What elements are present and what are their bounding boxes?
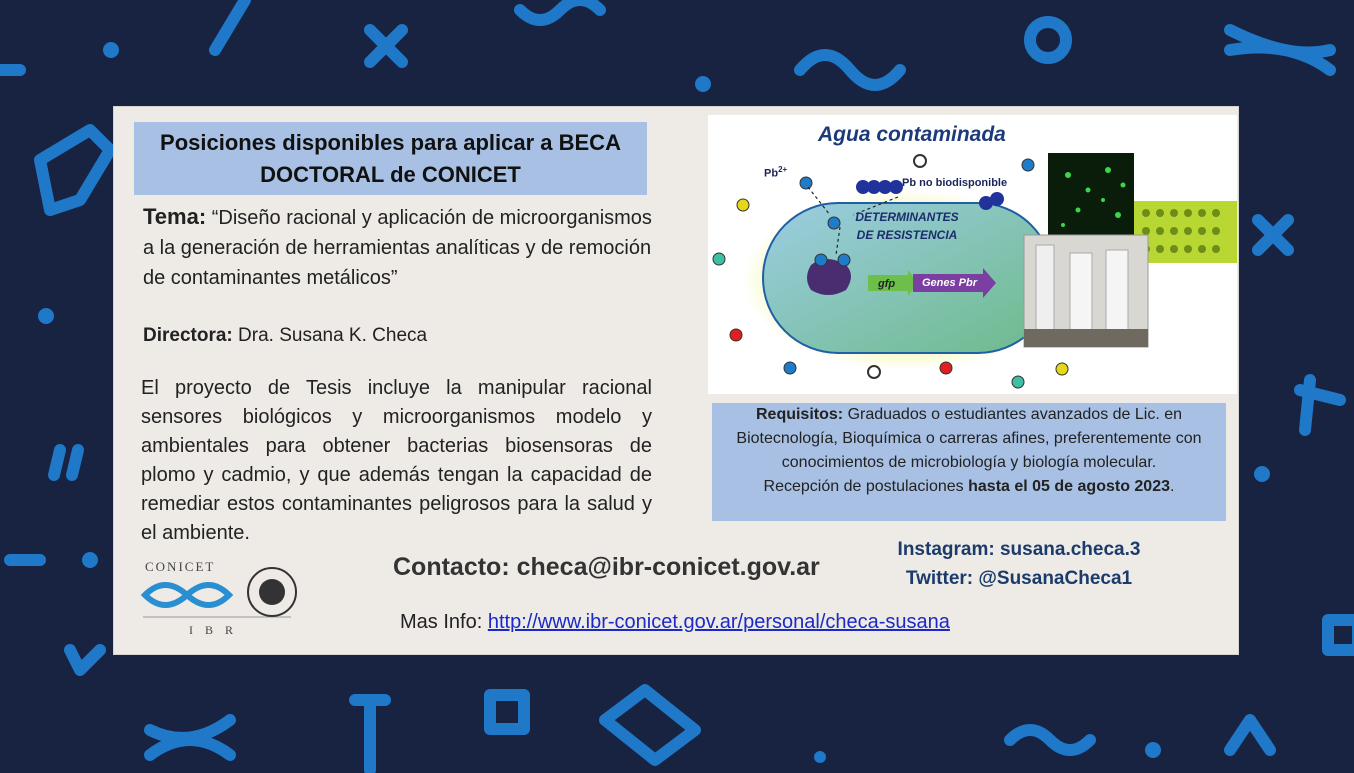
cross-icon-2 bbox=[1258, 220, 1288, 250]
page-title bbox=[134, 122, 647, 195]
gfp-label: gfp bbox=[878, 278, 896, 290]
squiggle-icon-3 bbox=[1010, 730, 1090, 750]
requisitos-box: Requisitos: Graduados o estudiantes avanzados de Lic. en Biotecnología, Bioquímica o carreras afines, preferentemente con conocimientos de microbiología y biología molecular. Recepción de postulaciones hasta el 05 de agosto 2023. bbox=[712, 403, 1226, 521]
conicet-infinity-icon bbox=[145, 585, 229, 605]
ring-icon bbox=[1030, 22, 1066, 58]
bacteria-diagram bbox=[708, 115, 1237, 394]
directora-name: Dra. Susana K. Checa bbox=[238, 325, 428, 346]
squiggle-icon-2 bbox=[800, 55, 900, 85]
pb-ion-label: $Pb^{2+}$ bbox=[764, 165, 788, 180]
announcement-card bbox=[114, 107, 1238, 654]
flask-icon bbox=[40, 130, 110, 210]
square-icon bbox=[490, 695, 524, 729]
proyecto-paragraph: El proyecto de Tesis incluye la manipular racional sensores biológicos y microorganismos modelo y ambientales para obtener bacterias biosensoras de plomo y cadmio, y que además tengan la capacidad de remediar estos contaminantes peligrosos para la salud y el ambiente. bbox=[141, 377, 652, 544]
conicet-logo-text: CONICET bbox=[145, 559, 216, 574]
bars-icon bbox=[54, 450, 78, 475]
tema-text: “Diseño racional y aplicación de microorganismos a la generación de herramientas analíticas y de remoción de contaminantes metálicos” bbox=[143, 207, 652, 289]
tube-icon bbox=[1300, 380, 1340, 430]
tema-label: Tema: bbox=[143, 204, 207, 229]
social-links bbox=[874, 535, 1164, 593]
contact-email[interactable]: Contacto: checa@ibr-conicet.gov.ar bbox=[393, 553, 820, 581]
figure-title: Agua contaminada bbox=[818, 123, 1006, 146]
zigzag-icon bbox=[70, 650, 100, 670]
twitter-handle[interactable]: Twitter: @SusanaCheca1 bbox=[905, 568, 1133, 589]
fluorescence-photo bbox=[1048, 153, 1134, 235]
pb-no-bio-label: Pb no biodisponible bbox=[902, 177, 1008, 189]
mas-info-label: Mas Info: bbox=[400, 611, 483, 633]
conicet-ibr-logo bbox=[141, 557, 301, 639]
directora-line bbox=[143, 325, 427, 347]
tube-icon-2 bbox=[1230, 720, 1270, 750]
bacteria-figure bbox=[708, 115, 1237, 394]
page-title-text: Posiciones disponibles para aplicar a BECA DOCTORAL de CONICET bbox=[160, 129, 621, 187]
dna-icon-2 bbox=[150, 720, 230, 755]
genes-label: Genes Pbr bbox=[922, 277, 978, 289]
determinantes-label: DETERMINANTES DE RESISTENCIA bbox=[855, 210, 959, 242]
ibr-logo-text: IBR bbox=[189, 623, 246, 637]
squiggle-icon bbox=[520, 0, 600, 20]
book-icon bbox=[605, 690, 695, 760]
mas-info-link[interactable]: http://www.ibr-conicet.gov.ar/personal/checa-susana bbox=[487, 611, 950, 633]
pipette-icon bbox=[355, 700, 385, 770]
requisitos-text: Graduados o estudiantes avanzados de Lic. en Biotecnología, Bioquímica o carreras afines, preferentemente con conocimientos de microbiología y biología molecular. bbox=[736, 406, 1202, 471]
directora-label: Directora: bbox=[143, 325, 233, 346]
tema-block bbox=[143, 202, 653, 293]
recepcion-text: Recepción de postulaciones bbox=[763, 478, 964, 495]
instagram-handle[interactable]: Instagram: susana.checa.3 bbox=[897, 539, 1141, 560]
cross-icon bbox=[370, 30, 402, 62]
pencil-icon bbox=[215, 0, 245, 50]
dna-icon bbox=[1230, 30, 1330, 70]
mas-info-line bbox=[400, 611, 950, 634]
recepcion-deadline: hasta el 05 de agosto 2023 bbox=[968, 478, 1170, 495]
requisitos-label: Requisitos: bbox=[755, 406, 844, 423]
square-icon-2 bbox=[1328, 620, 1354, 650]
